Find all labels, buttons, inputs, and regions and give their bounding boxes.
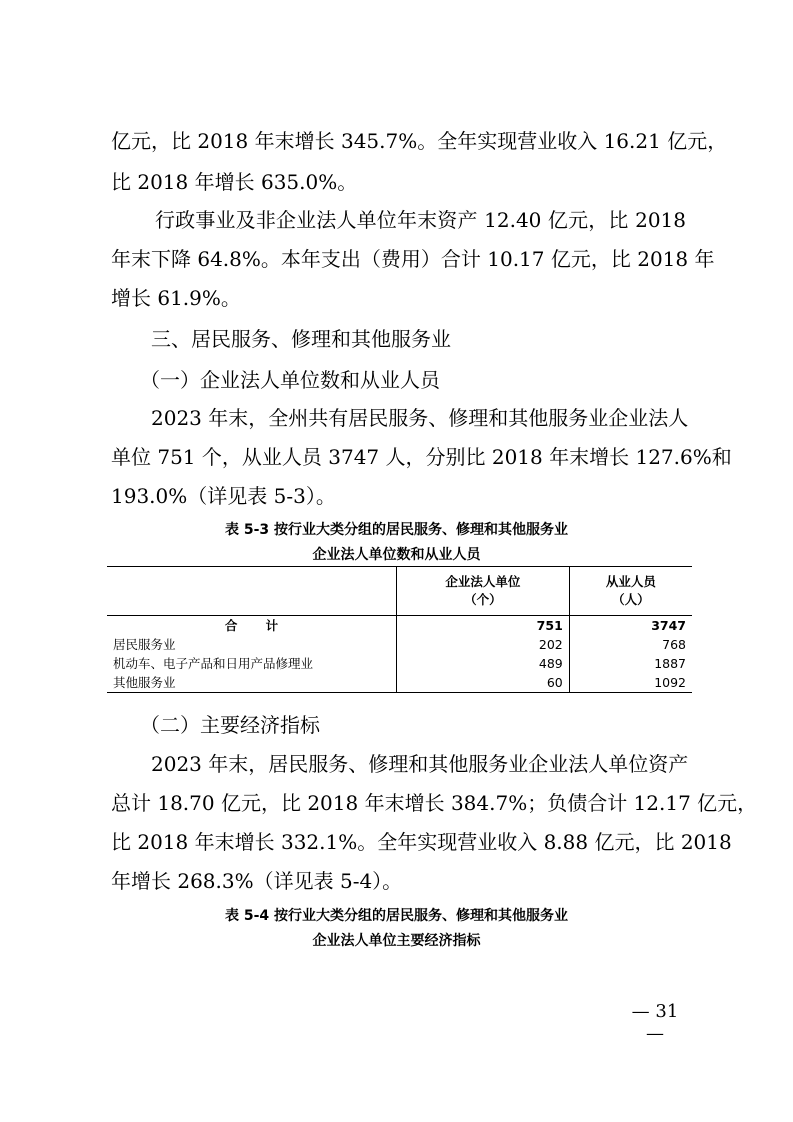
header-unit: （人） — [612, 592, 650, 607]
table-row — [107, 673, 692, 693]
table-caption: 表 5-3 按行业大类分组的居民服务、修理和其他服务业 — [224, 522, 569, 538]
row-employees: 1887 — [569, 654, 692, 673]
table-row-total — [107, 616, 692, 636]
paragraph-line: 总计 18.70 亿元，比 2018 年末增长 384.7%；负债合计 12.17 亿元， — [111, 791, 758, 815]
row-employees: 768 — [569, 635, 692, 654]
table-header-row — [107, 567, 692, 616]
paragraph-line: 亿元，比 2018 年末增长 345.7%。全年实现营业收入 16.21 亿元， — [111, 129, 728, 153]
row-label: 其他服务业 — [113, 675, 176, 690]
paragraph-line: 行政事业及非企业法人单位年末资产 12.40 亿元，比 2018 — [155, 208, 686, 232]
table-5-3 — [107, 566, 692, 693]
table-row — [107, 635, 692, 654]
table-header-employees — [569, 567, 692, 616]
table-row — [107, 654, 692, 673]
row-units: 751 — [397, 616, 570, 636]
table-header-units — [397, 567, 570, 616]
paragraph-line: 比 2018 年末增长 332.1%。全年实现营业收入 8.88 亿元，比 2018 — [111, 830, 732, 854]
table-header-empty — [107, 567, 397, 616]
row-units: 202 — [397, 635, 570, 654]
header-label: 企业法人单位 — [445, 574, 521, 589]
table-caption: 企业法人单位主要经济指标 — [312, 933, 481, 949]
subsection-heading: （二）主要经济指标 — [140, 713, 320, 737]
section-heading: 三、居民服务、修理和其他服务业 — [151, 327, 451, 351]
subsection-heading: （一）企业法人单位数和从业人员 — [140, 368, 440, 392]
paragraph-line: 比 2018 年增长 635.0%。 — [111, 170, 358, 194]
row-label: 合 计 — [224, 618, 291, 633]
paragraph-line: 单位 751 个，从业人员 3747 人，分别比 2018 年末增长 127.6%和 — [111, 445, 732, 469]
paragraph-line: 年增长 268.3%（详见表 5-4）。 — [111, 869, 403, 893]
table-caption: 表 5-4 按行业大类分组的居民服务、修理和其他服务业 — [224, 908, 569, 924]
row-employees: 1092 — [569, 673, 692, 693]
row-units: 489 — [397, 654, 570, 673]
paragraph-line: 2023 年末，居民服务、修理和其他服务业企业法人单位资产 — [151, 752, 689, 776]
paragraph-line: 年末下降 64.8%。本年支出（费用）合计 10.17 亿元，比 2018 年 — [111, 247, 715, 271]
paragraph-line: 193.0%（详见表 5-3）。 — [111, 484, 336, 508]
paragraph-line: 2023 年末，全州共有居民服务、修理和其他服务业企业法人 — [151, 406, 689, 430]
page-number: — 31 — — [631, 1001, 679, 1044]
table-caption: 企业法人单位数和从业人员 — [312, 547, 481, 563]
row-label: 机动车、电子产品和日用产品修理业 — [113, 656, 314, 671]
header-label: 从业人员 — [605, 574, 656, 589]
row-employees: 3747 — [569, 616, 692, 636]
row-label: 居民服务业 — [113, 637, 176, 652]
paragraph-line: 增长 61.9%。 — [111, 286, 241, 310]
header-unit: （个） — [464, 592, 502, 607]
row-units: 60 — [397, 673, 570, 693]
